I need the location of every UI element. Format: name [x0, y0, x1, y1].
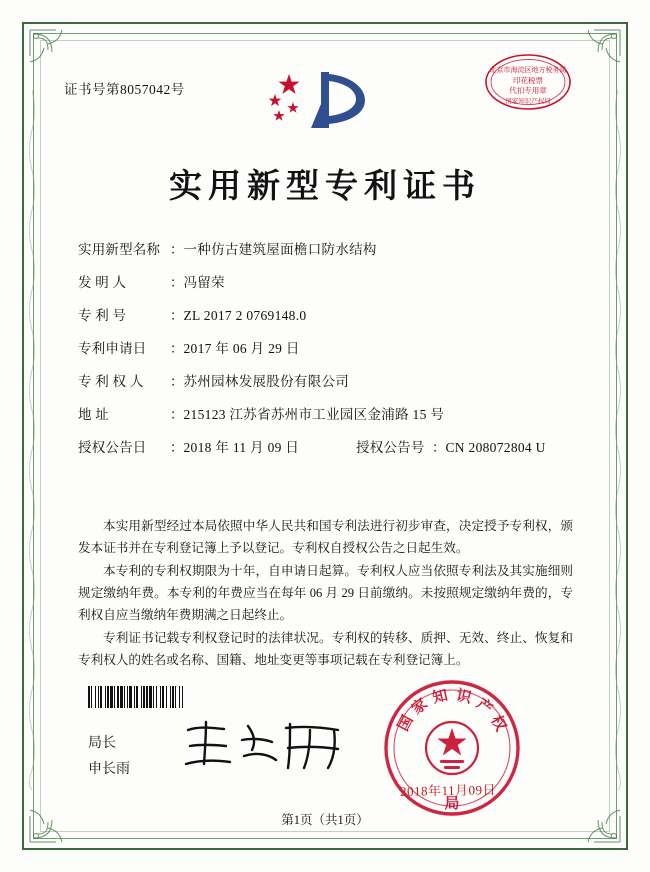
- field-label-grant-date: 授权公告日: [78, 440, 147, 455]
- field-label-patent-number: 专 利 号: [78, 308, 127, 323]
- field-label-application-date: 专利申请日: [78, 341, 147, 356]
- field-value-patent-number: ZL 2017 2 0769148.0: [183, 308, 307, 323]
- svg-text:印花税票: 印花税票: [513, 76, 543, 85]
- field-value-patentee: 苏州园林发展股份有限公司: [183, 374, 350, 389]
- field-value-name: 一种仿古建筑屋面檐口防水结构: [183, 242, 377, 257]
- svg-text:局: 局: [444, 794, 460, 812]
- cnipa-logo-icon: [265, 68, 385, 132]
- field-colon: ：: [170, 308, 184, 323]
- field-value-application-date: 2017 年 06 月 29 日: [183, 341, 300, 356]
- field-value-grant-date: 2018 年 11 月 09 日: [183, 440, 300, 455]
- field-colon: ：: [170, 275, 184, 290]
- field-colon: ：: [432, 440, 446, 455]
- svg-text:国: 国: [393, 712, 417, 734]
- seal-date: 2018年11月09日: [399, 782, 497, 799]
- field-row-address: [78, 408, 578, 422]
- body-text: [78, 516, 573, 674]
- field-value-address: 215123 江苏省苏州市工业园区金浦路 15 号: [183, 407, 445, 422]
- signature-name-label: 申长雨: [88, 762, 130, 777]
- svg-text:国家知识产权局: 国家知识产权局: [505, 97, 551, 105]
- field-colon: ：: [170, 242, 184, 257]
- signature-title-label: 局长: [88, 736, 116, 751]
- field-row-patentee: [78, 375, 578, 389]
- svg-text:代扣专用章: 代扣专用章: [509, 86, 547, 95]
- tax-stamp-seal: [484, 52, 572, 112]
- field-value-grant-number: CN 208072804 U: [445, 440, 546, 455]
- field-label-address: 地 址: [78, 407, 109, 422]
- field-row-grant: [78, 441, 578, 455]
- field-label-name: 实用新型名称: [78, 242, 161, 257]
- barcode: [88, 686, 273, 708]
- corner-ornament-icon: [26, 26, 82, 82]
- field-row-name: [78, 243, 578, 257]
- body-paragraph-3: 专利证书记载专利权登记时的法律状况。专利权的转移、质押、无效、终止、恢复和专利权人的姓名或名称、国籍、地址变更等事项记载在专利登记簿上。: [78, 631, 573, 667]
- field-row-inventor: [78, 276, 578, 290]
- svg-text:家: 家: [407, 694, 431, 718]
- fields-block: [78, 243, 578, 473]
- field-colon: ：: [170, 341, 184, 356]
- body-paragraph-2: 本专利的专利权期限为十年，自申请日起算。专利权人应当依照专利法及其实施细则规定缴纳年费。本专利的年费应当在每年 06 月 29 日前缴纳。未按照规定缴纳年费的，专利权自应当缴纳年费期满之日起终止。: [78, 564, 573, 622]
- field-row-application-date: [78, 342, 578, 356]
- page-title: 实用新型专利证书: [169, 166, 481, 205]
- page-footer: 第1页（共1页）: [281, 813, 369, 827]
- field-value-inventor: 冯留荣: [183, 275, 225, 290]
- field-label-inventor: 发 明 人: [78, 275, 127, 290]
- svg-text:北京市海淀区地方税务局: 北京市海淀区地方税务局: [489, 66, 567, 74]
- corner-ornament-icon: [568, 26, 624, 82]
- field-label-grant-number: 授权公告号: [356, 440, 425, 455]
- svg-text:知: 知: [430, 685, 450, 707]
- field-label-patentee: 专 利 权 人: [78, 374, 144, 389]
- svg-text:权: 权: [487, 712, 511, 734]
- svg-text:识: 识: [454, 685, 474, 707]
- certificate-number: 证书号第8057042号: [64, 82, 185, 97]
- field-row-patent-number: [78, 309, 578, 323]
- body-paragraph-1: 本实用新型经过本局依照中华人民共和国专利法进行初步审查，决定授予专利权，颁发本证书并在专利登记簿上予以登记。专利权自授权公告之日起生效。: [78, 519, 573, 555]
- field-colon: ：: [170, 407, 184, 422]
- svg-text:产: 产: [473, 694, 497, 718]
- field-colon: ：: [170, 374, 184, 389]
- handwritten-signature: [178, 716, 353, 776]
- field-colon: ：: [170, 440, 184, 455]
